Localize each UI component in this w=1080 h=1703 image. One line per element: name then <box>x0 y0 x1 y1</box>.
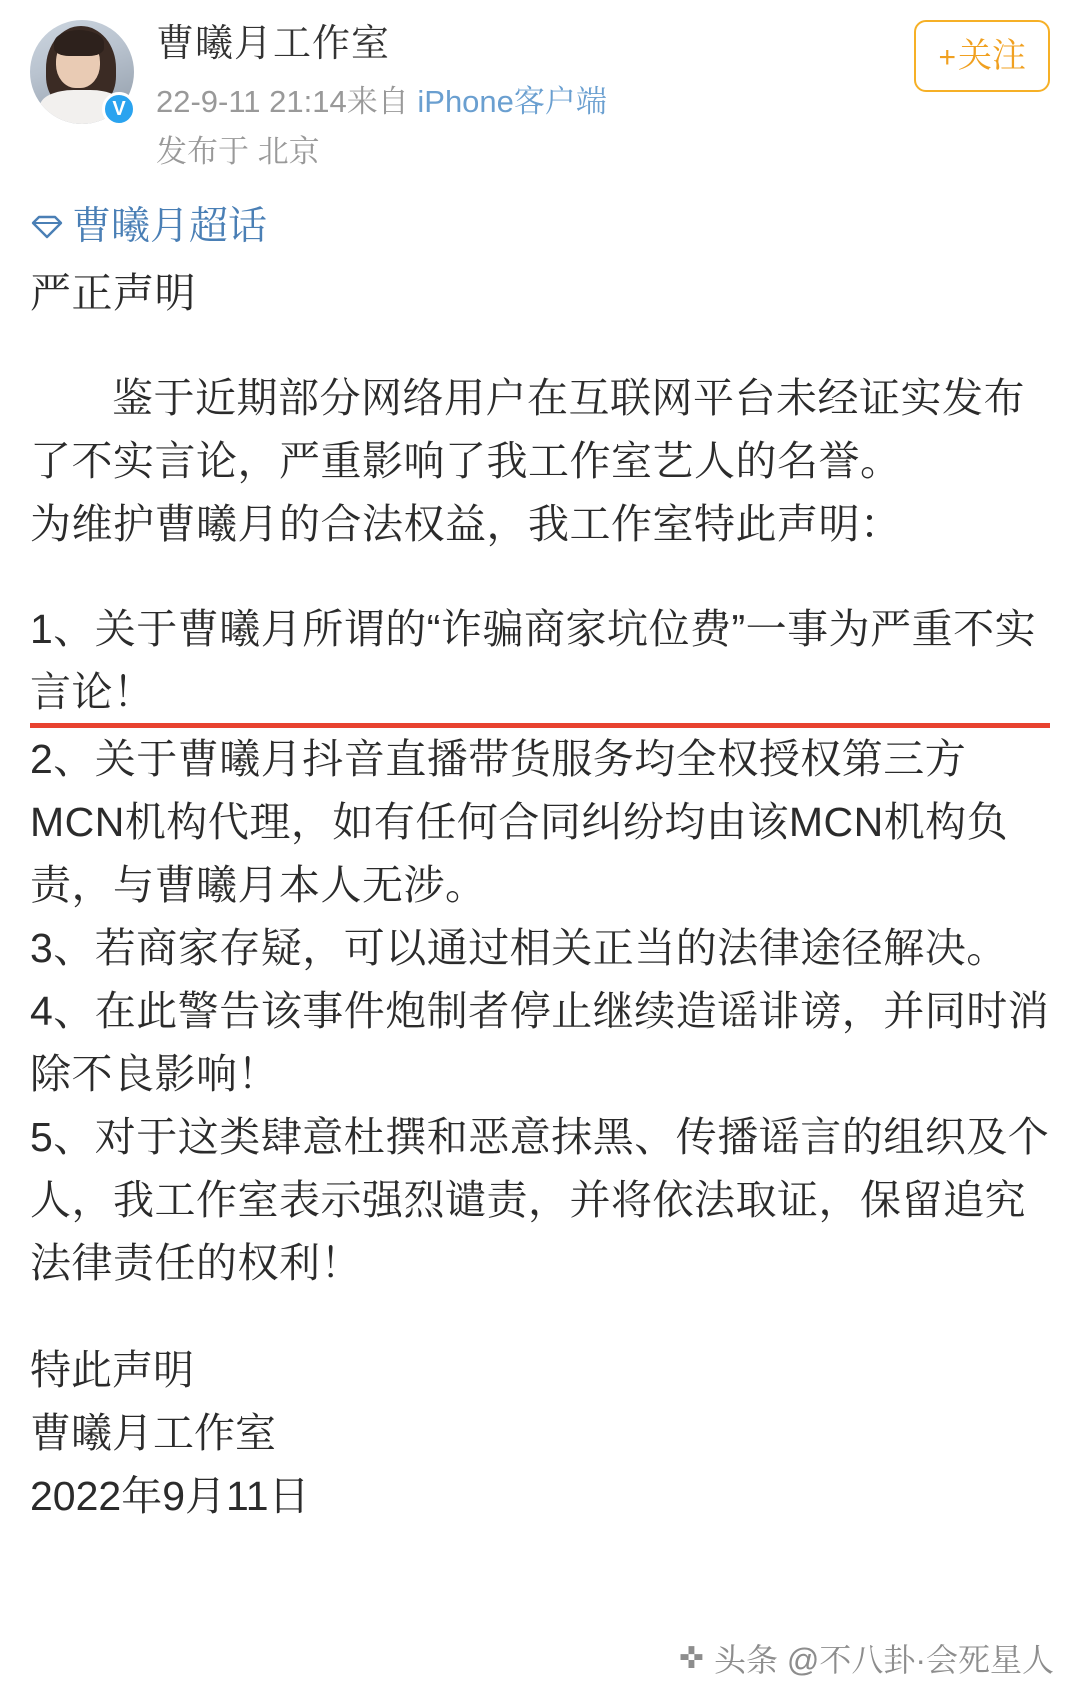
avatar[interactable] <box>30 20 134 124</box>
signature-line-3: 2022年9月11日 <box>30 1473 310 1519</box>
post-header <box>30 14 1050 174</box>
avatar-hair-front <box>54 30 104 56</box>
content-item-2: 2、关于曹曦月抖音直播带货服务均全权授权第三方MCN机构代理，如有任何合同纠纷均由该MCN机构负责，与曹曦月本人无涉。 <box>30 736 1009 908</box>
username[interactable]: 曹曦月工作室 <box>156 23 391 65</box>
source-prefix: 来自 <box>346 84 418 119</box>
content-spacer <box>30 325 1050 367</box>
signature-line-2: 曹曦月工作室 <box>30 1410 276 1456</box>
verified-badge-icon: V <box>102 92 136 126</box>
watermark-icon: ✜ <box>678 1641 704 1675</box>
content-spacer-2 <box>30 556 1050 598</box>
plus-icon: + <box>938 41 956 74</box>
content-paragraph-1: 鉴于近期部分网络用户在互联网平台未经证实发布了不实言论，严重影响了我工作室艺人的名誉。 <box>30 375 1025 484</box>
content-item-5: 5、对于这类肆意杜撰和恶意抹黑、传播谣言的组织及个人，我工作室表示强烈谴责，并将依法取证，保留追究法律责任的权利！ <box>30 1114 1050 1286</box>
post-timestamp: 22-9-11 21:14 <box>156 84 347 119</box>
follow-button[interactable] <box>914 20 1050 92</box>
signature-line-1: 特此声明 <box>30 1347 194 1393</box>
super-topic-link[interactable] <box>30 200 1050 254</box>
post-content <box>30 262 1050 1295</box>
watermark <box>679 1635 1054 1681</box>
content-title: 严正声明 <box>30 270 196 316</box>
content-paragraph-2: 为维护曹曦月的合法权益，我工作室特此声明： <box>30 501 902 547</box>
gem-icon <box>30 214 64 240</box>
super-topic-label: 曹曦月超话 <box>72 205 268 248</box>
content-item-1: 1、关于曹曦月所谓的“诈骗商家坑位费”一事为严重不实言论！ <box>30 598 1050 728</box>
post-location: 发布于 北京 <box>156 134 320 169</box>
watermark-text: 头条 @不八卦·会死星人 <box>713 1642 1054 1678</box>
content-item-4: 4、在此警告该事件炮制者停止继续造谣诽谤，并同时消除不良影响！ <box>30 988 1050 1097</box>
follow-button-label: 关注 <box>958 37 1026 75</box>
post-meta <box>156 80 607 124</box>
signature-block <box>30 1339 1050 1528</box>
post-header-text <box>156 14 607 174</box>
post-source[interactable]: iPhone客户端 <box>417 84 607 119</box>
content-item-3: 3、若商家存疑，可以通过相关正当的法律途径解决。 <box>30 925 1008 971</box>
